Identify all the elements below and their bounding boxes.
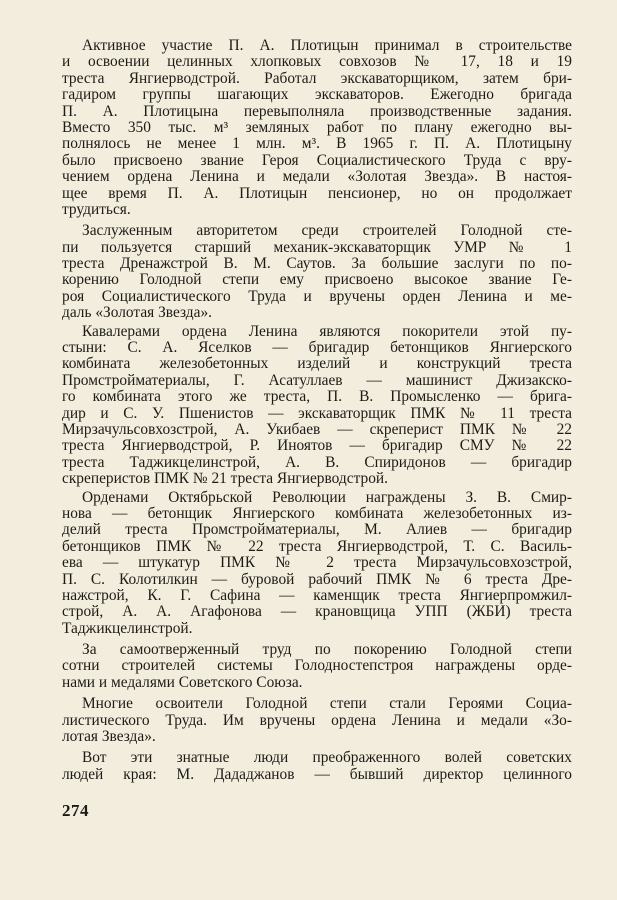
- text-line: треста Янгиерводстрой. Работал экскаваторщиком, затем бри-: [62, 69, 572, 87]
- text-line: даль «Золотая Звезда».: [62, 304, 212, 322]
- text-line: П. С. Колотилкин — буровой рабочий ПМК № 6 треста Дре-: [62, 570, 572, 588]
- text-line: П. А. Плотицына перевыполняла производственные задания.: [62, 102, 572, 120]
- text-line: лотая Звезда».: [62, 728, 156, 746]
- text-line: ева — штукатур ПМК № 2 треста Мирзачульсовхозстрой,: [62, 554, 572, 572]
- paragraph: [62, 324, 572, 488]
- text-line: нажстрой, К. Г. Сафина — каменщик треста Янгиерпромжил-: [62, 586, 572, 604]
- text-line: роя Социалистического Труда и вручены орден Ленина и ме-: [62, 287, 572, 305]
- text-line: За самоотверженный труд по покорению Голодной степи: [82, 641, 572, 659]
- text-line: Многие освоители Голодной степи стали Героями Социа-: [82, 695, 572, 713]
- text-line: полнялось не менее 1 млн. м³. В 1965 г. П. А. Плотицыну: [62, 135, 572, 153]
- paragraph: [62, 223, 572, 321]
- text-line: комбината железобетонных изделий и конструкций треста: [62, 355, 572, 373]
- paragraph: [62, 38, 572, 218]
- text-line: стыни: С. А. Яселков — бригадир бетонщиков Янгиерского: [62, 339, 572, 357]
- text-line: делий треста Промстройматериалы, М. Алиев — бригадир: [62, 521, 572, 539]
- text-line: пи пользуется старший механик-экскаваторщик УМР № 1: [62, 238, 572, 256]
- text-line: Орденами Октябрьской Революции награждены З. В. Смир-: [82, 488, 572, 506]
- text-line: Таджикцелинстрой.: [62, 619, 193, 637]
- text-line: дир и С. У. Пшенистов — экскаваторщик ПМК № 11 треста: [62, 404, 572, 422]
- text-line: Кавалерами ордена Ленина являются покорители этой пу-: [82, 322, 572, 340]
- text-line: было присвоено звание Героя Социалистического Труда с вру-: [62, 151, 572, 169]
- text-line: скреперистов ПМК № 21 треста Янгиерводстрой.: [62, 470, 388, 488]
- paragraph: [62, 750, 572, 783]
- paragraph: [62, 642, 572, 691]
- text-line: Активное участие П. А. Плотицын принимал в строительстве: [82, 37, 572, 54]
- text-line: Заслуженным авторитетом среди строителей Голодной сте-: [82, 222, 572, 240]
- text-line: нова — бетонщик Янгиерского комбината железобетонных из-: [62, 504, 572, 522]
- text-line: нами и медалями Советского Союза.: [62, 673, 303, 691]
- text-line: строй, А. А. Агафонова — крановщица УПП (ЖБИ) треста: [62, 603, 572, 621]
- paragraph: [62, 490, 572, 638]
- text-line: Промстройматериалы, Г. Асатуллаев — машинист Джизакско-: [62, 371, 572, 389]
- text-line: треста Янгиерводстрой, Р. Иноятов — бригадир СМУ № 22: [62, 437, 572, 455]
- text-line: треста Таджикцелинстрой, А. В. Спиридонов — бригадир: [62, 453, 572, 471]
- body-text: [62, 38, 572, 783]
- text-line: сотни строителей системы Голодностепстроя награждены орде-: [62, 657, 572, 675]
- text-line: треста Дренажстрой В. М. Саутов. За большие заслуги по по-: [62, 255, 572, 273]
- page-number: 274: [62, 801, 89, 820]
- text-line: Вот эти знатные люди преображенного волей советских: [82, 749, 572, 767]
- text-line: и освоении целинных хлопковых совхозов № 17, 18 и 19: [62, 53, 572, 71]
- text-line: чением ордена Ленина и медали «Золотая Звезда». В настоя-: [62, 168, 572, 186]
- text-line: трудиться.: [62, 200, 131, 218]
- text-line: корению Голодной степи ему присвоено высокое звание Ге-: [62, 271, 572, 289]
- text-line: Вместо 350 тыс. м³ земляных работ по плану ежегодно вы-: [62, 118, 572, 136]
- text-line: щее время П. А. Плотицын пенсионер, но он продолжает: [62, 184, 572, 202]
- paragraph: [62, 696, 572, 745]
- text-line: го комбината этого же треста, П. В. Промысленко — брига-: [62, 388, 572, 406]
- text-line: людей края: М. Дададжанов — бывший директор целинного: [62, 765, 572, 783]
- text-line: Мирзачульсовхозстрой, А. Укибаев — скреперист ПМК № 22: [62, 420, 572, 438]
- text-line: бетонщиков ПМК № 22 треста Янгиерводстрой, Т. С. Василь-: [62, 537, 572, 555]
- text-line: гадиром группы шагающих экскаваторов. Ежегодно бригада: [62, 86, 572, 104]
- text-line: листического Труда. Им вручены ордена Ленина и медали «Зо-: [62, 711, 572, 729]
